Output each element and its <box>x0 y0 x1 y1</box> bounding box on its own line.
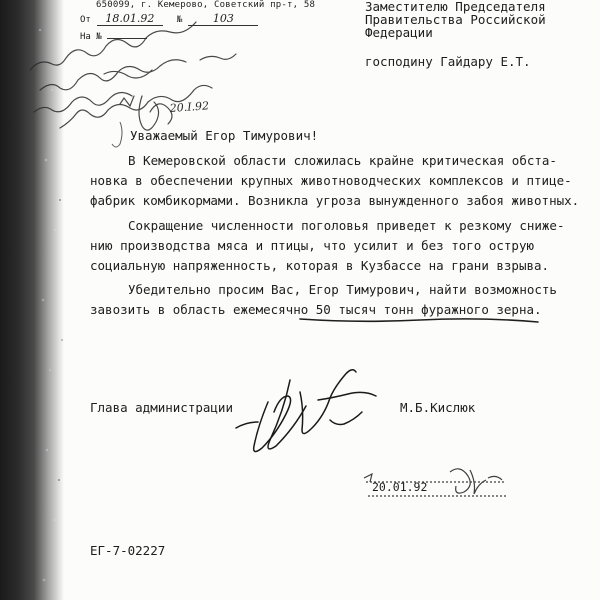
greeting: Уважаемый Егор Тимурович! <box>130 128 319 143</box>
date-value: 18.01.92 <box>105 12 155 25</box>
resolution-date: 20.I.92 <box>169 99 210 115</box>
paragraph-line: Сокращение численности поголовья приведет к резкому сниже- <box>128 218 565 233</box>
number-label: № <box>176 15 183 25</box>
signatory-name: М.Б.Кислюк <box>400 400 476 415</box>
ref-field <box>107 38 147 39</box>
paragraph-line: завозить в область ежемесячно 50 тысяч тонн фуражного зерна. <box>90 302 542 317</box>
paragraph-line: нию производства мяса и птицы, что усилит и без того острую <box>90 238 535 253</box>
recipient-name: господину Гайдару Е.Т. <box>365 54 531 69</box>
paragraph-line: В Кемеровской области сложилась крайне критическая обста- <box>128 153 557 168</box>
recipient-block <box>365 0 546 39</box>
paragraph-line: Убедительно просим Вас, Егор Тимурович, найти возможность <box>128 282 557 297</box>
ref-label: На № <box>80 32 102 42</box>
date-field <box>97 12 163 26</box>
paragraph-line: новка в обеспечении крупных животноводческих комплексов и птице- <box>90 173 572 188</box>
paragraph-line: социальную напряженность, которая в Кузбассе на грани взрыва. <box>90 258 550 273</box>
recipient-line: Правительства Российской <box>365 12 546 27</box>
copier-edge-speckle <box>0 0 70 600</box>
signatory-title: Глава администрации <box>90 400 233 415</box>
paragraph-1 <box>90 151 590 211</box>
paragraph-3 <box>90 280 590 320</box>
letterhead-address: 650099, г. Кемерово, Советский пр-т, 58 <box>96 0 316 10</box>
received-stamp-date: 20.01.92 <box>372 480 428 494</box>
letterhead-date-row <box>80 12 258 26</box>
recipient-line: Заместителю Председателя <box>365 0 546 14</box>
paragraph-line: фабрик комбикормами. Возникла угроза вынужденного забоя животных. <box>90 193 580 208</box>
number-value: 103 <box>212 12 234 25</box>
document-code: ЕГ-7-02227 <box>90 543 166 558</box>
number-field <box>188 12 258 26</box>
paragraph-2 <box>90 216 590 276</box>
recipient-line: Федерации <box>365 25 433 40</box>
date-label: От <box>80 15 91 25</box>
letterhead-ref-row <box>80 32 147 42</box>
